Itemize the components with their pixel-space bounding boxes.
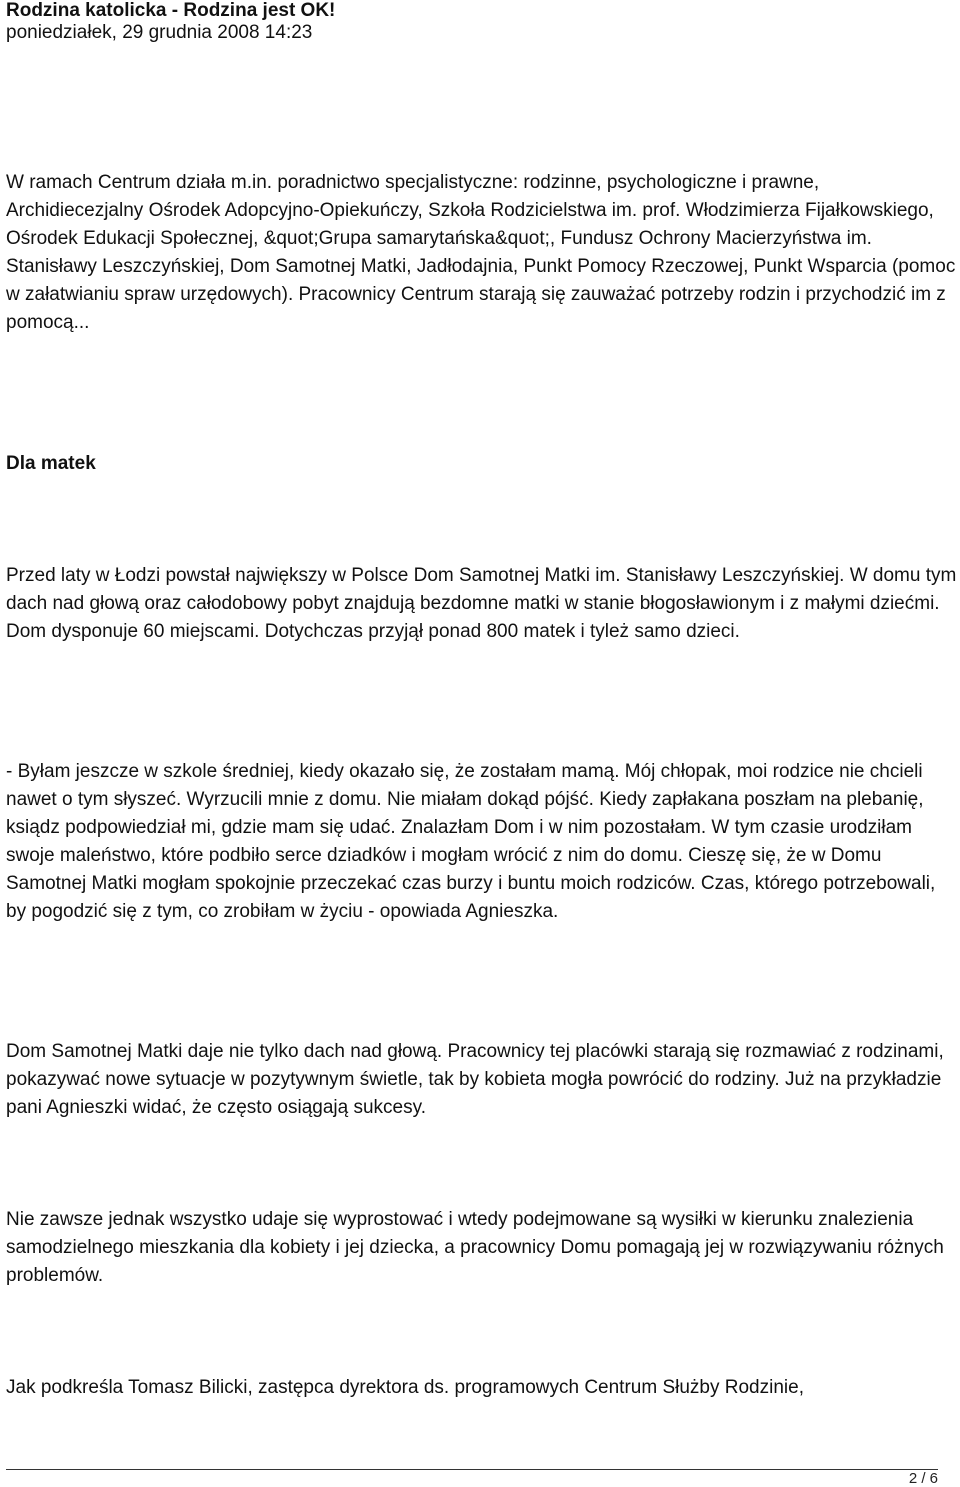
paragraph-1: Przed laty w Łodzi powstał największy w Polsce Dom Samotnej Matki im. Stanisławy Leszczyńskiej. W domu tym dach nad głową oraz całodobowy pobyt znajdują bezdomne matki w stanie błogosławionym i z małymi dziećmi. Dom dysponuje 60 miejscami. Dotychczas przyjął ponad 800 matek i tyleż samo dzieci. bbox=[6, 565, 957, 642]
page-title: Rodzina katolicka - Rodzina jest OK! bbox=[6, 0, 336, 21]
footer-divider bbox=[6, 1469, 938, 1470]
page-number: 2 / 6 bbox=[908, 1470, 938, 1487]
section-heading: Dla matek bbox=[6, 453, 96, 474]
publish-date: poniedziałek, 29 grudnia 2008 14:23 bbox=[6, 22, 313, 43]
paragraph-5: Jak podkreśla Tomasz Bilicki, zastępca dyrektora ds. programowych Centrum Służby Rodzinie, bbox=[6, 1377, 804, 1398]
paragraph-3: Dom Samotnej Matki daje nie tylko dach nad głową. Pracownicy tej placówki starają się rozmawiać z rodzinami, pokazywać nowe sytuacje w pozytywnym świetle, tak by kobieta mogła powrócić do rodziny. Już na przykładzie pani Agnieszki widać, że często osiągają sukcesy. bbox=[6, 1041, 944, 1118]
paragraph-4: Nie zawsze jednak wszystko udaje się wyprostować i wtedy podejmowane są wysiłki w kierunku znalezienia samodzielnego mieszkania dla kobiety i jej dziecka, a pracownicy Domu pomagają jej w rozwiązywaniu różnych problemów. bbox=[6, 1209, 944, 1286]
paragraph-2: - Byłam jeszcze w szkole średniej, kiedy okazało się, że zostałam mamą. Mój chłopak, moi rodzice nie chcieli nawet o tym słyszeć. Wyrzucili mnie z domu. Nie miałam dokąd pójść. Kiedy zapłakana poszłam na plebanię, ksiądz podpowiedział mi, gdzie mam się udać. Znalazłam Dom i w nim pozostałam. W tym czasie urodziłam swoje maleństwo, które podbiło serce dziadków i mogłam wrócić z nim do domu. Cieszę się, że w Domu Samotnej Matki mogłam spokojnie przeczekać czas burzy i buntu moich rodziców. Czas, którego potrzebowali, by pogodzić się z tym, co zrobiłam w życiu - opowiada Agnieszka. bbox=[6, 761, 936, 922]
intro-paragraph: W ramach Centrum działa m.in. poradnictwo specjalistyczne: rodzinne, psychologiczne i prawne, Archidiecezjalny Ośrodek Adopcyjno-Opiekuńczy, Szkoła Rodzicielstwa im. prof. Włodzimierza Fijałkowskiego, Ośrodek Edukacji Społecznej, &quot;Grupa samarytańska&quot;, Fundusz Ochrony Macierzyństwa im. Stanisławy Leszczyńskiej, Dom Samotnej Matki, Jadłodajnia, Punkt Pomocy Rzeczowej, Punkt Wsparcia (pomoc w załatwianiu spraw urzędowych). Pracownicy Centrum starają się zauważać potrzeby rodzin i przychodzić im z pomocą... bbox=[6, 172, 956, 333]
